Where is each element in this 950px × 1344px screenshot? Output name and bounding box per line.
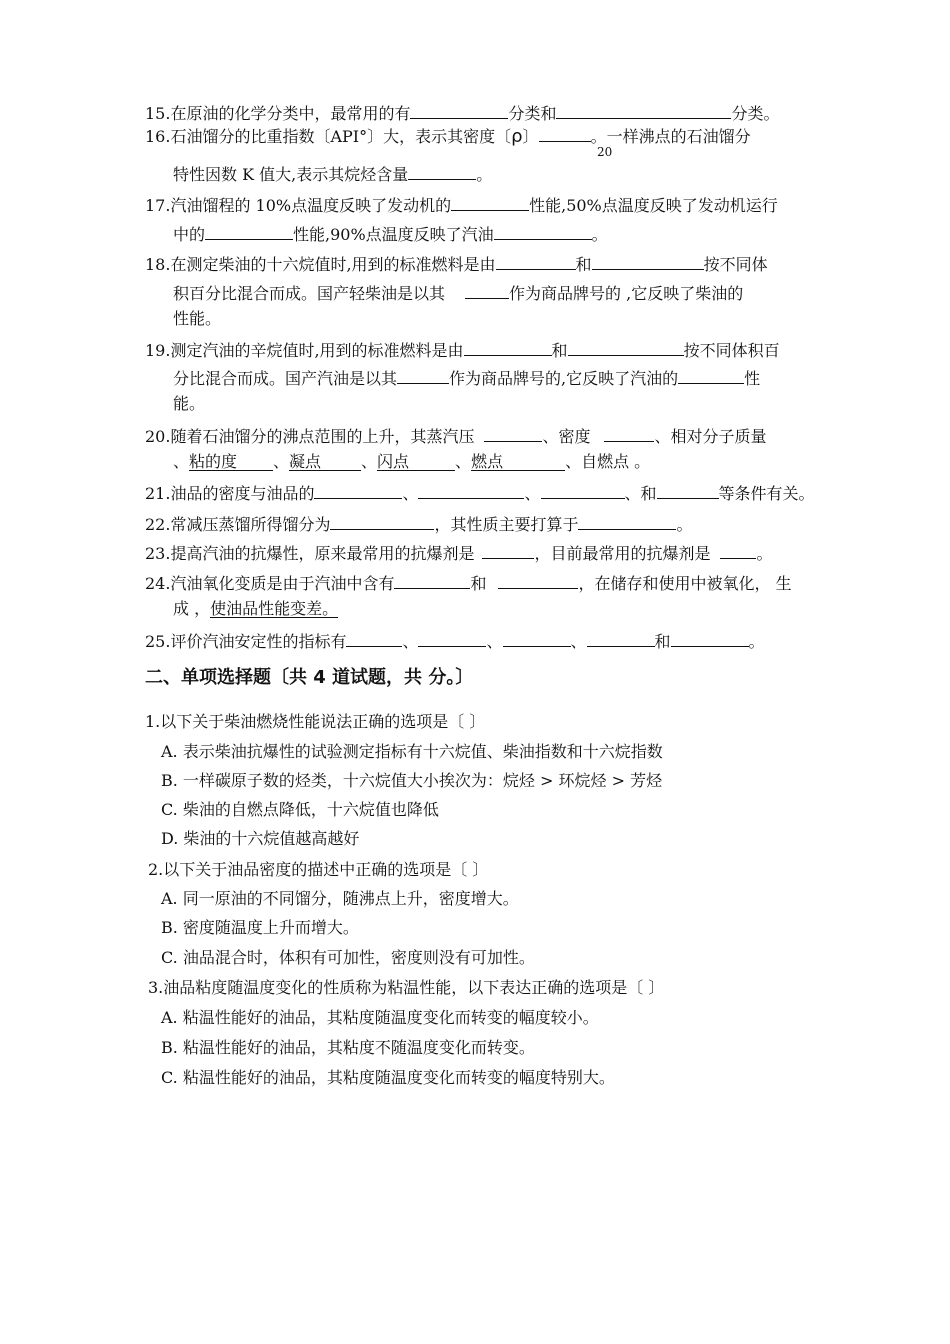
answer-filled: 燃点 [471,452,565,471]
question-24-line2 [173,599,338,621]
subscript-20: 20 [597,145,613,159]
question-text: 积百分比混合而成。国产轻柴油是以其 [173,284,446,303]
answer-blank[interactable] [408,162,476,180]
answer-blank[interactable] [314,481,402,499]
answer-blank[interactable] [394,571,470,589]
question-text: ，目前最常用的抗爆剂是 [534,544,711,563]
question-16 [145,124,751,146]
question-number: 17. [145,196,171,215]
choice-option[interactable]: C. 柴油的自燃点降低，十六烷值也降低 [161,800,439,819]
answer-blank[interactable] [465,281,509,299]
question-text: 评价汽油安定性的指标有 [170,632,347,651]
question-number: 21. [145,484,171,503]
question-19 [145,338,780,360]
answer-blank[interactable] [720,541,756,559]
rho-symbol: ρ [511,126,523,147]
question-number: 25. [145,632,171,651]
question-23 [145,541,773,563]
choice-option[interactable]: A. 同一原油的不同馏分，随沸点上升，密度增大。 [161,889,519,908]
question-15 [145,101,780,123]
question-number: 15. [145,104,171,123]
question-text: 性能。 [173,309,222,328]
question-number: 18. [145,255,171,274]
answer-blank[interactable] [496,252,576,270]
question-text: 在原油的化学分类中，最常用的有 [170,104,411,123]
choice-question-3: 3.油品粘度随温度变化的性质称为粘温性能，以下表达正确的选项是〔 〕 [148,978,665,997]
answer-blank[interactable] [539,124,591,142]
question-19-line2 [173,366,760,388]
question-16-line2 [173,162,492,184]
question-text: 。 [476,165,493,184]
answer-blank[interactable] [482,541,534,559]
question-number: 16. [145,127,171,146]
answer-blank[interactable] [678,366,744,384]
question-text: 、 [361,452,378,471]
question-text: 随着石油馏分的沸点范围的上升，其蒸汽压 [170,427,475,446]
answer-blank[interactable] [397,366,449,384]
question-22 [145,512,693,534]
answer-blank[interactable] [418,481,524,499]
question-17-line2 [173,222,608,244]
question-text: 、 [524,484,541,503]
answer-blank[interactable] [556,101,731,119]
question-text: 和 [470,574,487,593]
answer-blank[interactable] [541,481,625,499]
question-text: 性 [744,369,761,388]
question-text: 。 [748,632,765,651]
answer-blank[interactable] [205,222,293,240]
question-text: 。一样沸点的石油馏分 [590,127,751,146]
answer-blank[interactable] [484,424,542,442]
question-text: 常减压蒸馏所得馏分为 [170,515,331,534]
question-text: 性能,90%点温度反映了汽油 [293,225,494,244]
answer-blank[interactable] [578,512,676,530]
question-text: 分类和 [508,104,557,123]
question-20 [145,424,767,446]
question-number: 20. [145,427,171,446]
choice-option[interactable]: A. 粘温性能好的油品，其粘度随温度变化而转变的幅度较小。 [161,1008,599,1027]
question-text: 油品的密度与油品的 [170,484,315,503]
question-text: ，在储存和使用中被氧化， 生 [578,574,792,593]
answer-filled: 凝点 [289,452,361,471]
answer-blank[interactable] [657,481,719,499]
choice-option[interactable]: B. 一样碳原子数的烃类，十六烷值大小挨次为：烷烃 > 环烷烃 > 芳烃 [161,771,663,790]
question-number: 19. [145,341,171,360]
question-text: 、自燃点 。 [565,452,651,471]
question-text: 成 ， [173,599,211,618]
question-number: 22. [145,515,171,534]
question-text: 、 [570,632,587,651]
section-heading: 二、单项选择题〔共 4 道试题，共 分。〕 [145,667,474,688]
answer-blank[interactable] [330,512,434,530]
question-text: 。 [756,544,773,563]
answer-blank[interactable] [671,629,749,647]
question-text: 〕 [522,127,539,146]
choice-option[interactable]: C. 粘温性能好的油品，其粘度随温度变化而转变的幅度特别大。 [161,1068,615,1087]
question-text: 测定汽油的辛烷值时,用到的标准燃料是由 [170,341,464,360]
answer-blank[interactable] [346,629,402,647]
question-19-line3 [173,394,205,416]
question-20-line2 [173,452,650,474]
question-text: 。 [591,225,608,244]
choice-option[interactable]: A. 表示柴油抗爆性的试验测定指标有十六烷值、柴油指数和十六烷指数 [161,742,663,761]
question-18 [145,252,768,274]
question-18-line3 [173,309,221,331]
question-text: 。 [676,515,693,534]
question-text: 、相对分子质量 [654,427,767,446]
question-text: 、 [402,632,419,651]
question-21 [145,481,815,503]
question-text: ，其性质主要打算于 [434,515,579,534]
question-25 [145,629,765,651]
answer-filled: 闪点 [377,452,455,471]
question-text: 作为商品牌号的 ,它反映了柴油的 [509,284,744,303]
choice-option[interactable]: D. 柴油的十六烷值越高越好 [161,829,360,848]
answer-blank[interactable] [587,629,655,647]
question-text: 特性因数 K 值大,表示其烷烃含量 [173,165,409,184]
answer-blank[interactable] [418,629,486,647]
question-text: 分比混合而成。国产汽油是以其 [173,369,398,388]
question-text: 能。 [173,394,206,413]
answer-blank[interactable] [503,629,571,647]
choice-question-2: 2.以下关于油品密度的描述中正确的选项是〔 〕 [148,860,489,879]
question-text: 汽油馏程的 10%点温度反映了发动机的 [170,196,452,215]
question-text: 中的 [173,225,206,244]
answer-blank[interactable] [464,338,552,356]
choice-option[interactable]: C. 油品混合时，体积有可加性，密度则没有可加性。 [161,948,535,967]
choice-option[interactable]: B. 粘温性能好的油品，其粘度不随温度变化而转变。 [161,1038,535,1057]
question-text: 、和 [624,484,657,503]
question-text: 性能,50%点温度反映了发动机运行 [529,196,778,215]
question-text: 按不同体积百 [683,341,780,360]
question-text: 汽油氧化变质是由于汽油中含有 [170,574,395,593]
question-24 [145,571,792,593]
question-text: 分类。 [731,104,780,123]
choice-option[interactable]: B. 密度随温度上升而增大。 [161,918,359,937]
question-text: 和 [575,255,592,274]
question-text: 等条件有关。 [718,484,815,503]
answer-blank[interactable] [568,338,684,356]
question-text: 作为商品牌号的,它反映了汽油的 [449,369,679,388]
answer-blank[interactable] [451,193,529,211]
question-text: 石油馏分的比重指数〔API°〕大，表示其密度〔 [170,127,512,146]
answer-blank[interactable] [494,222,592,240]
question-text: 、 [455,452,472,471]
answer-blank[interactable] [592,252,704,270]
answer-filled: 粘的度 [189,452,273,471]
question-17 [145,193,778,215]
question-text: 和 [654,632,671,651]
question-text: 、 [402,484,419,503]
question-text: 在测定柴油的十六烷值时,用到的标准燃料是由 [170,255,496,274]
question-number: 23. [145,544,171,563]
question-18-line2 [173,281,743,303]
question-text: 、 [486,632,503,651]
answer-blank[interactable] [604,424,654,442]
question-number: 24. [145,574,171,593]
question-text: 、 [273,452,290,471]
question-text: 、 [173,452,190,471]
question-text: 提高汽油的抗爆性，原来最常用的抗爆剂是 [170,544,475,563]
question-text: 使油品性能变差。 [210,599,339,618]
question-text: 按不同体 [703,255,768,274]
answer-blank[interactable] [410,101,508,119]
choice-question-1: 1.以下关于柴油燃烧性能说法正确的选项是〔 〕 [145,712,486,731]
answer-blank[interactable] [498,571,578,589]
question-text: 、密度 [542,427,591,446]
question-text: 和 [551,341,568,360]
